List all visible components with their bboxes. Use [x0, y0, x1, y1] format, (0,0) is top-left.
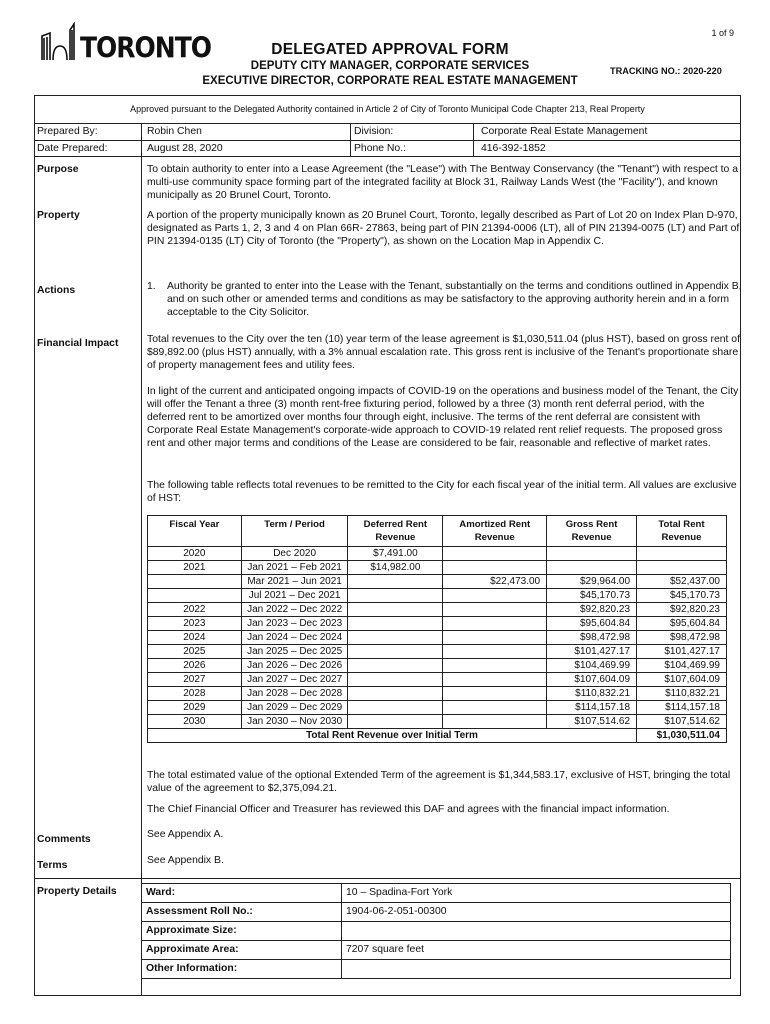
- table-cell: $98,472.98: [547, 631, 637, 645]
- table-cell: [348, 603, 443, 617]
- table-row: [148, 603, 727, 617]
- table-row: [148, 659, 727, 673]
- table-cell: [348, 617, 443, 631]
- table-cell: $107,514.62: [547, 715, 637, 729]
- table-cell: $104,469.99: [547, 659, 637, 673]
- property-label: Property: [37, 210, 80, 221]
- table-cell: [443, 631, 547, 645]
- purpose-text: To obtain authority to enter into a Lease Agreement (the "Lease") with The Bentway Conservancy (the "Tenant") with respect to a multi-use community space forming part of the integrated facility at Block 31, Railway Lands West (the "Facility"), and known municipally as 20 Brunel Court, Toronto.: [147, 164, 738, 201]
- tracking-number: TRACKING NO.: 2020-220: [610, 66, 722, 76]
- table-row: [148, 715, 727, 729]
- table-cell: Jan 2027 – Dec 2027: [241, 673, 348, 687]
- table-cell: $14,982.00: [348, 561, 443, 575]
- table-cell: Jan 2028 – Dec 2028: [241, 687, 348, 701]
- table-cell: 2028: [148, 687, 242, 701]
- logo-wordmark: TORONTO: [80, 31, 212, 65]
- table-cell: [637, 561, 727, 575]
- property-text: A portion of the property municipally known as 20 Brunel Court, Toronto, legally described as Part of Lot 20 on Index Plan D-970, designated as Parts 1, 2, 3 and 4 on Plan 66R- 27863, being part of PIN 21394-0006 (LT), all of PIN 21394-0075 (LT) and Part of PIN 21394-0135 (LT) City of Toronto (the "Property"), as shown on the Location Map in Appendix C.: [147, 210, 740, 247]
- revenue-table: [147, 515, 727, 743]
- table-cell: [443, 673, 547, 687]
- table-cell: [348, 589, 443, 603]
- total-value: $1,030,511.04: [637, 729, 727, 743]
- property-detail-row: [142, 922, 731, 941]
- column-header: Amortized Rent Revenue: [443, 516, 547, 547]
- table-cell: $52,437.00: [637, 575, 727, 589]
- date-prepared-value: August 28, 2020: [147, 143, 223, 154]
- prepared-by-value: Robin Chen: [147, 126, 202, 137]
- table-cell: $92,820.23: [637, 603, 727, 617]
- column-header: Deferred Rent Revenue: [348, 516, 443, 547]
- table-cell: 2024: [148, 631, 242, 645]
- table-row: [148, 589, 727, 603]
- property-detail-value: 7207 square feet: [342, 941, 731, 960]
- approval-statement: Approved pursuant to the Delegated Authority contained in Article 2 of City of Toronto Municipal Code Chapter 213, Real Property: [130, 104, 645, 114]
- property-detail-value: [342, 922, 731, 941]
- terms-label: Terms: [37, 860, 68, 871]
- form-title: DELEGATED APPROVAL FORM: [271, 41, 509, 58]
- table-cell: [443, 645, 547, 659]
- table-cell: $95,604.84: [547, 617, 637, 631]
- table-cell: $29,964.00: [547, 575, 637, 589]
- table-cell: Jul 2021 – Dec 2021: [241, 589, 348, 603]
- column-header: Total Rent Revenue: [637, 516, 727, 547]
- table-row: [148, 575, 727, 589]
- table-cell: Jan 2021 – Feb 2021: [241, 561, 348, 575]
- divider: [473, 123, 474, 156]
- table-cell: Jan 2025 – Dec 2025: [241, 645, 348, 659]
- property-details-table: [141, 883, 731, 979]
- financial-impact-label: Financial Impact: [37, 338, 119, 349]
- financial-paragraph-5: The Chief Financial Officer and Treasurer has reviewed this DAF and agrees with the financial impact information.: [147, 804, 670, 815]
- table-cell: Jan 2022 – Dec 2022: [241, 603, 348, 617]
- table-cell: [443, 659, 547, 673]
- table-row: [148, 617, 727, 631]
- table-row: [148, 631, 727, 645]
- form-subtitle-1: DEPUTY CITY MANAGER, CORPORATE SERVICES: [250, 60, 530, 72]
- table-cell: $101,427.17: [637, 645, 727, 659]
- property-detail-key: Approximate Size:: [142, 922, 342, 941]
- table-cell: $7,491.00: [348, 547, 443, 561]
- page-number: 1 of 9: [711, 28, 734, 38]
- table-cell: [148, 589, 242, 603]
- toronto-logo: [40, 22, 212, 68]
- phone-value: 416-392-1852: [481, 143, 546, 154]
- date-prepared-label: Date Prepared:: [37, 143, 108, 154]
- table-cell: [348, 701, 443, 715]
- comments-label: Comments: [37, 834, 91, 845]
- column-header: Term / Period: [241, 516, 348, 547]
- table-cell: 2027: [148, 673, 242, 687]
- table-cell: $22,473.00: [443, 575, 547, 589]
- actions-label: Actions: [37, 285, 76, 296]
- table-cell: $114,157.18: [637, 701, 727, 715]
- table-cell: $101,427.17: [547, 645, 637, 659]
- table-cell: 2023: [148, 617, 242, 631]
- property-details-label: Property Details: [37, 886, 117, 897]
- table-row: [148, 561, 727, 575]
- table-cell: 2020: [148, 547, 242, 561]
- table-cell: $45,170.73: [637, 589, 727, 603]
- terms-text: See Appendix B.: [147, 855, 224, 866]
- table-cell: $107,604.09: [547, 673, 637, 687]
- table-cell: [443, 561, 547, 575]
- table-cell: [348, 575, 443, 589]
- table-cell: 2026: [148, 659, 242, 673]
- table-total-row: [148, 729, 727, 743]
- table-cell: [443, 701, 547, 715]
- table-cell: [348, 645, 443, 659]
- column-header: Gross Rent Revenue: [547, 516, 637, 547]
- table-cell: [348, 631, 443, 645]
- comments-text: See Appendix A.: [147, 829, 224, 840]
- divider: [350, 123, 351, 156]
- table-cell: [443, 617, 547, 631]
- table-cell: $95,604.84: [637, 617, 727, 631]
- divider: [141, 123, 142, 996]
- table-cell: [547, 547, 637, 561]
- division-label: Division:: [354, 126, 394, 137]
- table-cell: $107,514.62: [637, 715, 727, 729]
- property-detail-key: Other Information:: [142, 960, 342, 979]
- financial-paragraph-4: The total estimated value of the optional Extended Term of the agreement is $1,344,583.17, exclusive of HST, bringing the total value of the agreement to $2,375,094.21.: [147, 770, 731, 794]
- property-detail-key: Assessment Roll No.:: [142, 903, 342, 922]
- table-row: [148, 673, 727, 687]
- table-cell: Jan 2030 – Nov 2030: [241, 715, 348, 729]
- table-cell: [547, 561, 637, 575]
- divider: [34, 878, 741, 879]
- column-header: Fiscal Year: [148, 516, 242, 547]
- action-number: 1.: [147, 281, 156, 292]
- table-cell: [443, 547, 547, 561]
- table-cell: [148, 575, 242, 589]
- property-detail-row: [142, 903, 731, 922]
- property-detail-value: 1904-06-2-051-00300: [342, 903, 731, 922]
- phone-label: Phone No.:: [354, 143, 406, 154]
- total-label: Total Rent Revenue over Initial Term: [148, 729, 637, 743]
- property-detail-value: 10 – Spadina-Fort York: [342, 884, 731, 903]
- action-text: Authority be granted to enter into the Lease with the Tenant, substantially on the terms and conditions outlined in Appendix B, and on such other or amended terms and conditions as may be satisfactory to the approving authority herein and in a form acceptable to the City Solicitor.: [167, 281, 742, 318]
- division-value: Corporate Real Estate Management: [481, 126, 648, 137]
- table-header-row: [148, 516, 727, 547]
- table-cell: $45,170.73: [547, 589, 637, 603]
- table-cell: [443, 603, 547, 617]
- property-detail-value: [342, 960, 731, 979]
- financial-paragraph-1: Total revenues to the City over the ten (10) year term of the lease agreement is $1,030,511.04 (plus HST), based on gross rent of $89,892.00 (plus HST) annually, with a 3% annual escalation rate. This gross rent is inclusive of the Tenant's proportionate share of property management fees and utility fees.: [147, 334, 740, 371]
- property-detail-row: [142, 884, 731, 903]
- property-detail-row: [142, 941, 731, 960]
- table-cell: $110,832.21: [637, 687, 727, 701]
- table-cell: $114,157.18: [547, 701, 637, 715]
- table-cell: 2022: [148, 603, 242, 617]
- property-detail-key: Ward:: [142, 884, 342, 903]
- table-cell: $110,832.21: [547, 687, 637, 701]
- table-row: [148, 701, 727, 715]
- property-detail-row: [142, 960, 731, 979]
- financial-paragraph-2: In light of the current and anticipated ongoing impacts of COVID-19 on the operations and business model of the Tenant, the City will offer the Tenant a three (3) month rent-free fixturing period, followed by a three (3) month rent deferral period, with the deferred rent to be amortized over months four through eight, inclusive. The terms of the rent deferral are consistent with Corporate Real Estate Management's corporate-wide approach to COVID-19 related rent relief requests. The proposed gross rent and other major terms and conditions of the Lease are considered to be fair, reasonable and reflective of market rates.: [147, 386, 739, 449]
- table-cell: [348, 673, 443, 687]
- table-cell: Jan 2023 – Dec 2023: [241, 617, 348, 631]
- table-cell: 2025: [148, 645, 242, 659]
- table-cell: $98,472.98: [637, 631, 727, 645]
- table-cell: Dec 2020: [241, 547, 348, 561]
- prepared-by-label: Prepared By:: [37, 126, 98, 137]
- table-row: [148, 687, 727, 701]
- table-cell: $92,820.23: [547, 603, 637, 617]
- table-cell: [637, 547, 727, 561]
- table-cell: $104,469.99: [637, 659, 727, 673]
- purpose-label: Purpose: [37, 164, 79, 175]
- table-cell: Jan 2024 – Dec 2024: [241, 631, 348, 645]
- table-cell: Jan 2026 – Dec 2026: [241, 659, 348, 673]
- table-cell: Jan 2029 – Dec 2029: [241, 701, 348, 715]
- table-cell: Mar 2021 – Jun 2021: [241, 575, 348, 589]
- table-cell: [348, 687, 443, 701]
- table-cell: 2021: [148, 561, 242, 575]
- table-cell: [443, 715, 547, 729]
- table-cell: [348, 659, 443, 673]
- table-cell: [348, 715, 443, 729]
- table-cell: 2030: [148, 715, 242, 729]
- table-cell: [443, 589, 547, 603]
- table-row: [148, 645, 727, 659]
- financial-paragraph-3: The following table reflects total revenues to be remitted to the City for each fiscal year of the initial term. All values are exclusive of HST:: [147, 480, 737, 504]
- table-cell: $107,604.09: [637, 673, 727, 687]
- table-cell: [443, 687, 547, 701]
- table-row: [148, 547, 727, 561]
- property-detail-key: Approximate Area:: [142, 941, 342, 960]
- table-cell: 2029: [148, 701, 242, 715]
- form-subtitle-2: EXECUTIVE DIRECTOR, CORPORATE REAL ESTATE MANAGEMENT: [202, 75, 578, 87]
